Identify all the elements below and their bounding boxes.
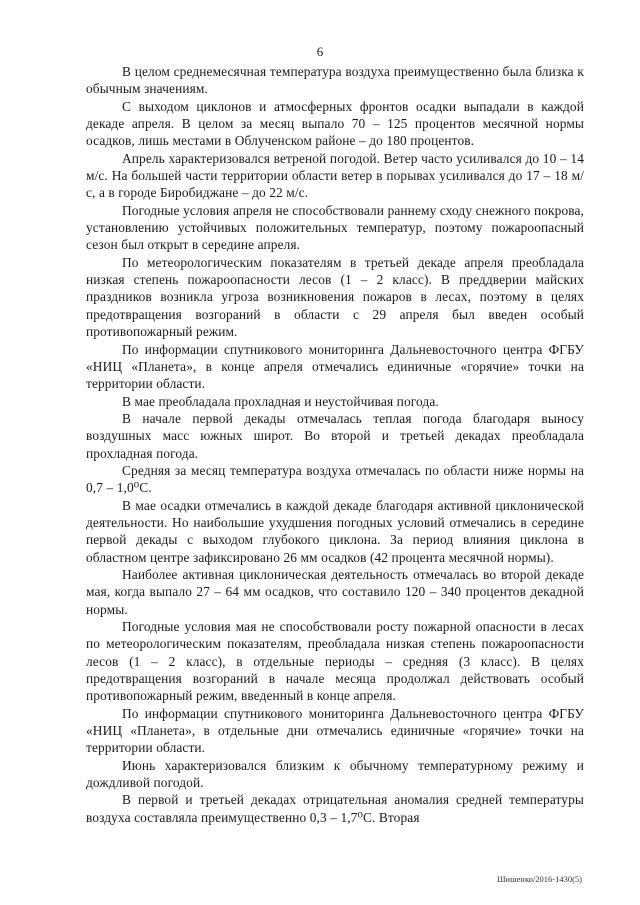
paragraph: Июнь характеризовался близким к обычному температурному режиму и дождливой погодой. <box>86 757 584 791</box>
paragraph: В целом среднемесячная температура воздуха преимущественно была близка к обычным значениям. <box>86 64 584 97</box>
paragraph: В первой и третьей декадах отрицательная аномалия средней температуры воздуха составляла преимущественно 0,3 – 1,7⁰С. Вторая <box>86 792 584 825</box>
paragraph: Средняя за месяц температура воздуха отмечалась по области ниже нормы на 0,7 – 1,0⁰С. <box>86 462 584 496</box>
body-text <box>86 63 584 826</box>
paragraph: В начале первой декады отмечалась теплая погода благодаря выносу воздушных масс южных широт. Во второй и третьей декадах преобладала прохладная погода. <box>86 410 584 461</box>
paragraph: С выходом циклонов и атмосферных фронтов осадки выпадали в каждой декаде апреля. В целом за месяц выпало 70 – 125 процентов месячной нормы осадков, лишь местами в Облученском районе – до 180 процентов. <box>86 98 584 149</box>
paragraph: Погодные условия мая не способствовали росту пожарной опасности в лесах по метеорологическим показателям, преобладала низкая степень пожароопасности лесов (1 – 2 класс), в отдельные периоды – средняя (3 класс). В целях предотвращения возгораний в начале месяца продолжал действовать особый противопожарный режим, введенный в конце апреля. <box>86 619 584 704</box>
paragraph: По информации спутникового мониторинга Дальневосточного центра ФГБУ «НИЦ «Планета», в отдельные дни отмечались единичные «горячие» точки на территории области. <box>86 705 584 756</box>
document-footer-code: Шишенко/2016-1430(5) <box>496 874 582 884</box>
page-number: 6 <box>316 44 324 59</box>
paragraph: Погодные условия апреля не способствовали раннему сходу снежного покрова, установлению устойчивых положительных температур, поэтому пожароопасный сезон был открыт в середине апреля. <box>86 202 584 253</box>
paragraph: По метеорологическим показателям в третьей декаде апреля преобладала низкая степень пожароопасности лесов (1 – 2 класс). В преддверии майских праздников возникла угроза возникновения пожаров в лесах, поэтому в целях предотвращения возгораний в области с 29 апреля был введен особый противопожарный режим. <box>86 254 584 340</box>
paragraph: В мае осадки отмечались в каждой декаде благодаря активной циклонической деятельности. Но наибольшие ухудшения погодных условий отмечались в середине первой декады с выходом глубокого циклона. За период влияния циклона в областном центре зафиксировано 26 мм осадков (42 процента месячной нормы). <box>86 497 584 565</box>
paragraph: По информации спутникового мониторинга Дальневосточного центра ФГБУ «НИЦ «Планета», в конце апреля отмечались единичные «горячие» точки на территории области. <box>86 341 584 392</box>
paragraph: Наиболее активная циклоническая деятельность отмечалась во второй декаде мая, когда выпало 27 – 64 мм осадков, что составило 120 – 340 процентов декадной нормы. <box>86 566 584 617</box>
paragraph: В мае преобладала прохладная и неустойчивая погода. <box>122 393 439 409</box>
paragraph: Апрель характеризовался ветреной погодой. Ветер часто усиливался до 10 – 14 м/с. На большей части территории области ветер в порывах усиливался до 17 – 18 м/с, а в городе Биробиджане – до 22 м/с. <box>86 150 584 201</box>
